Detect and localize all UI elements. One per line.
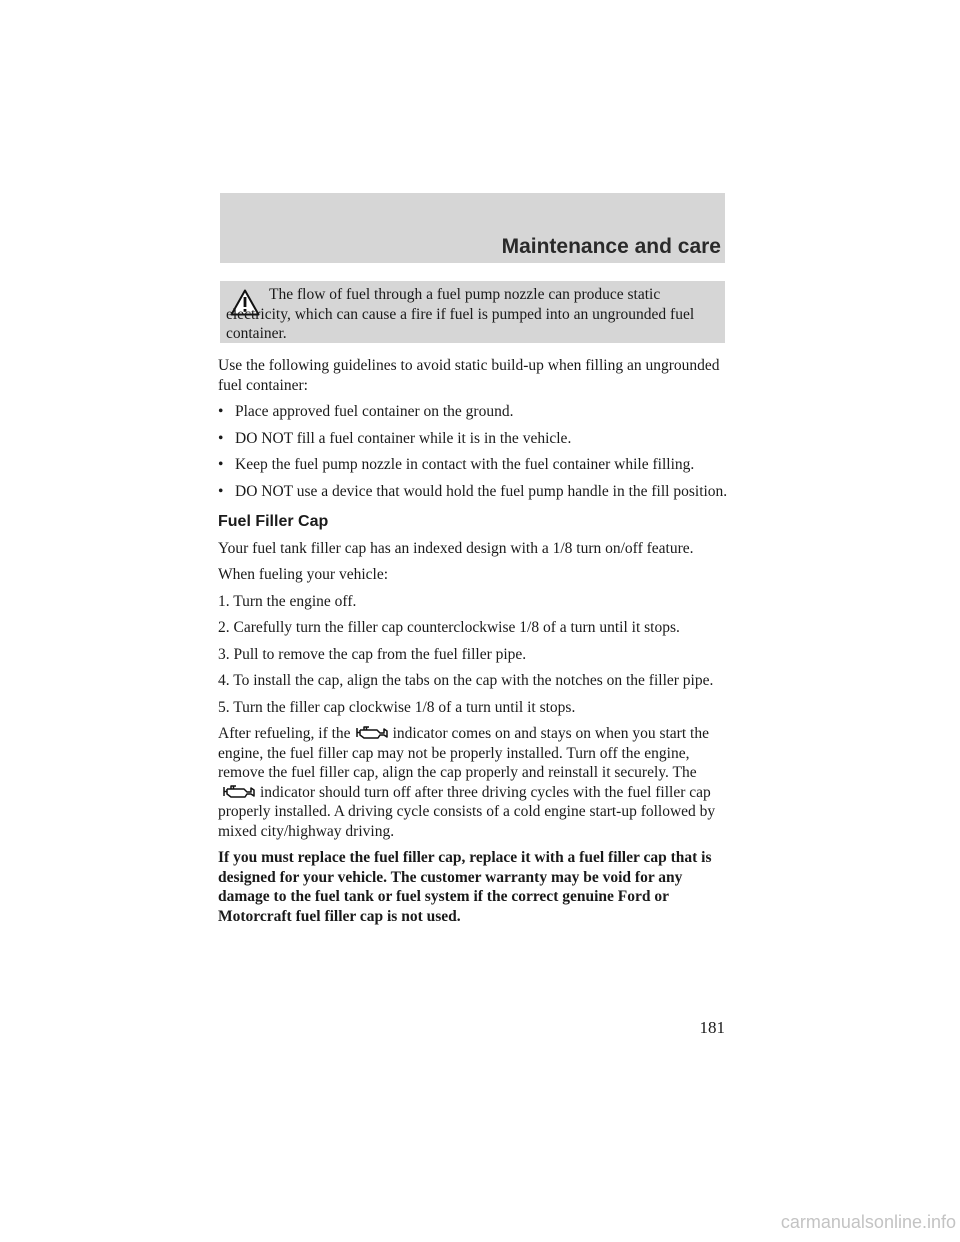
- bullet-item: [218, 402, 728, 422]
- bullet-dot: •: [218, 429, 224, 447]
- bullet-dot: •: [218, 456, 224, 473]
- bullet-text: Place approved fuel container on the ground.: [235, 403, 514, 420]
- after-text-2: indicator comes on and stays on when you start the engine, the fuel filler cap may not be properly installed. Turn off the engine, remove the fuel filler cap, align the cap properly and reinstall it securely. The: [218, 725, 709, 781]
- step-item: 4. To install the cap, align the tabs on the cap with the notches on the filler pipe.: [218, 672, 714, 689]
- bullet-item: [218, 429, 728, 449]
- step-item: 1. Turn the engine off.: [218, 592, 357, 610]
- bullet-dot: •: [218, 482, 224, 500]
- section-title: Maintenance and care: [501, 235, 721, 258]
- after-text-1: After refueling, if the: [218, 725, 351, 742]
- step-item: 5. Turn the filler cap clockwise 1/8 of a turn until it stops.: [218, 698, 576, 716]
- paragraph: When fueling your vehicle:: [218, 566, 389, 583]
- step-item: 3. Pull to remove the cap from the fuel filler pipe.: [218, 645, 527, 663]
- section-heading: Fuel Filler Cap: [218, 513, 329, 530]
- section-header-bar: [220, 193, 725, 263]
- bullet-item: [218, 482, 728, 502]
- intro-text: Use the following guidelines to avoid static build-up when filling an ungrounded fuel container:: [218, 357, 720, 394]
- page-content: [218, 356, 728, 933]
- page-number: 181: [699, 1018, 725, 1037]
- after-text-3: indicator should turn off after three driving cycles with the fuel filler cap properly installed. A driving cycle consists of a cold engine start-up followed by mixed city/highway driving.: [218, 783, 716, 840]
- bullet-item: [218, 455, 728, 475]
- bold-note: If you must replace the fuel filler cap, replace it with a fuel filler cap that is designed for your vehicle. The customer warranty may be void for any damage to the fuel tank or fuel system if the correct genuine Ford or Motorcraft fuel filler cap is not used.: [218, 849, 712, 925]
- after-refueling-paragraph: [218, 724, 728, 841]
- check-engine-icon: [222, 783, 256, 799]
- paragraph: Your fuel tank filler cap has an indexed design with a 1/8 turn on/off feature.: [218, 539, 694, 557]
- bullet-dot: •: [218, 403, 224, 420]
- watermark-text: carmanualsonline.info: [780, 1212, 956, 1232]
- bullet-text: DO NOT fill a fuel container while it is in the vehicle.: [235, 429, 572, 447]
- warning-text: The flow of fuel through a fuel pump nozzle can produce static electricity, which can cause a fire if fuel is pumped into an ungrounded fuel container.: [226, 286, 695, 342]
- check-engine-icon: [355, 724, 389, 740]
- bullet-text: DO NOT use a device that would hold the fuel pump handle in the fill position.: [235, 482, 728, 500]
- step-item: 2. Carefully turn the filler cap counterclockwise 1/8 of a turn until it stops.: [218, 619, 680, 636]
- warning-box: [220, 281, 725, 343]
- bullet-text: Keep the fuel pump nozzle in contact with the fuel container while filling.: [235, 456, 695, 473]
